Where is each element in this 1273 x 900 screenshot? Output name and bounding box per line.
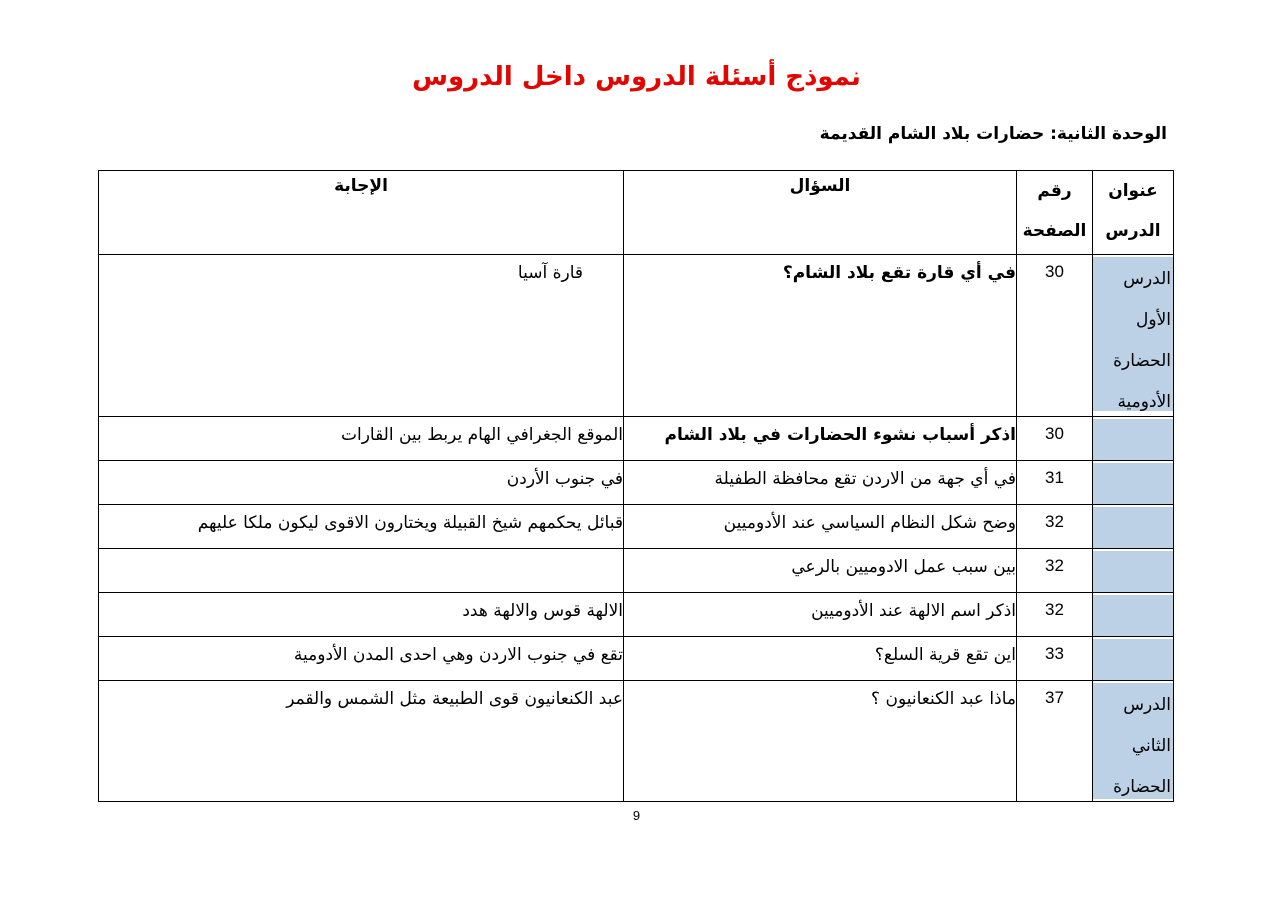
lesson-cell xyxy=(1093,593,1174,637)
table-row xyxy=(99,417,1174,461)
header-question: السؤال xyxy=(624,171,1017,255)
answer-cell: قارة آسيا xyxy=(99,255,624,417)
question-cell: اذكر أسباب نشوء الحضارات في بلاد الشام xyxy=(624,417,1017,461)
answer-cell: الموقع الجغرافي الهام يربط بين القارات xyxy=(99,417,624,461)
table-row xyxy=(99,681,1174,802)
page-cell: 30 xyxy=(1017,255,1093,417)
question-cell: وضح شكل النظام السياسي عند الأدوميين xyxy=(624,505,1017,549)
question-cell: في أي جهة من الاردن تقع محافظة الطفيلة xyxy=(624,461,1017,505)
header-page-number: رقم الصفحة xyxy=(1017,171,1093,255)
page-cell: 32 xyxy=(1017,505,1093,549)
lesson-cell: الدرس الأول الحضارة الأدومية xyxy=(1093,255,1174,417)
header-answer: الإجابة xyxy=(99,171,624,255)
lesson-cell xyxy=(1093,461,1174,505)
question-cell: اين تقع قرية السلع؟ xyxy=(624,637,1017,681)
answer-cell: في جنوب الأردن xyxy=(99,461,624,505)
lesson-cell xyxy=(1093,637,1174,681)
answer-cell: قبائل يحكمهم شيخ القبيلة ويختارون الاقوى ليكون ملكا عليهم xyxy=(99,505,624,549)
answer-cell: عبد الكنعانيون قوى الطبيعة مثل الشمس والقمر xyxy=(99,681,624,802)
lessons-table xyxy=(98,170,1174,802)
page-cell: 33 xyxy=(1017,637,1093,681)
table-row xyxy=(99,505,1174,549)
page-cell: 37 xyxy=(1017,681,1093,802)
question-cell: ماذا عبد الكنعانيون ؟ xyxy=(624,681,1017,802)
lesson-cell: الدرس الثاني الحضارة xyxy=(1093,681,1174,802)
question-cell: اذكر اسم الالهة عند الأدوميين xyxy=(624,593,1017,637)
page-cell: 32 xyxy=(1017,593,1093,637)
lesson-cell xyxy=(1093,505,1174,549)
table-row xyxy=(99,593,1174,637)
table-header-row xyxy=(99,171,1174,255)
page-number: 9 xyxy=(632,808,641,823)
table-row xyxy=(99,549,1174,593)
question-cell: بين سبب عمل الادوميين بالرعي xyxy=(624,549,1017,593)
page-title: نموذج أسئلة الدروس داخل الدروس xyxy=(412,62,861,92)
lesson-cell xyxy=(1093,417,1174,461)
question-cell: في أي قارة تقع بلاد الشام؟ xyxy=(624,255,1017,417)
table-row xyxy=(99,637,1174,681)
table-row xyxy=(99,255,1174,417)
page-cell: 32 xyxy=(1017,549,1093,593)
table-row xyxy=(99,461,1174,505)
page-cell: 31 xyxy=(1017,461,1093,505)
header-lesson-title: عنوان الدرس xyxy=(1093,171,1174,255)
unit-heading: الوحدة الثانية: حضارات بلاد الشام القديمة xyxy=(819,124,1167,144)
answer-cell xyxy=(99,549,624,593)
answer-cell: تقع في جنوب الاردن وهي احدى المدن الأدومية xyxy=(99,637,624,681)
page-cell: 30 xyxy=(1017,417,1093,461)
answer-cell: الالهة قوس والالهة هدد xyxy=(99,593,624,637)
lesson-cell xyxy=(1093,549,1174,593)
